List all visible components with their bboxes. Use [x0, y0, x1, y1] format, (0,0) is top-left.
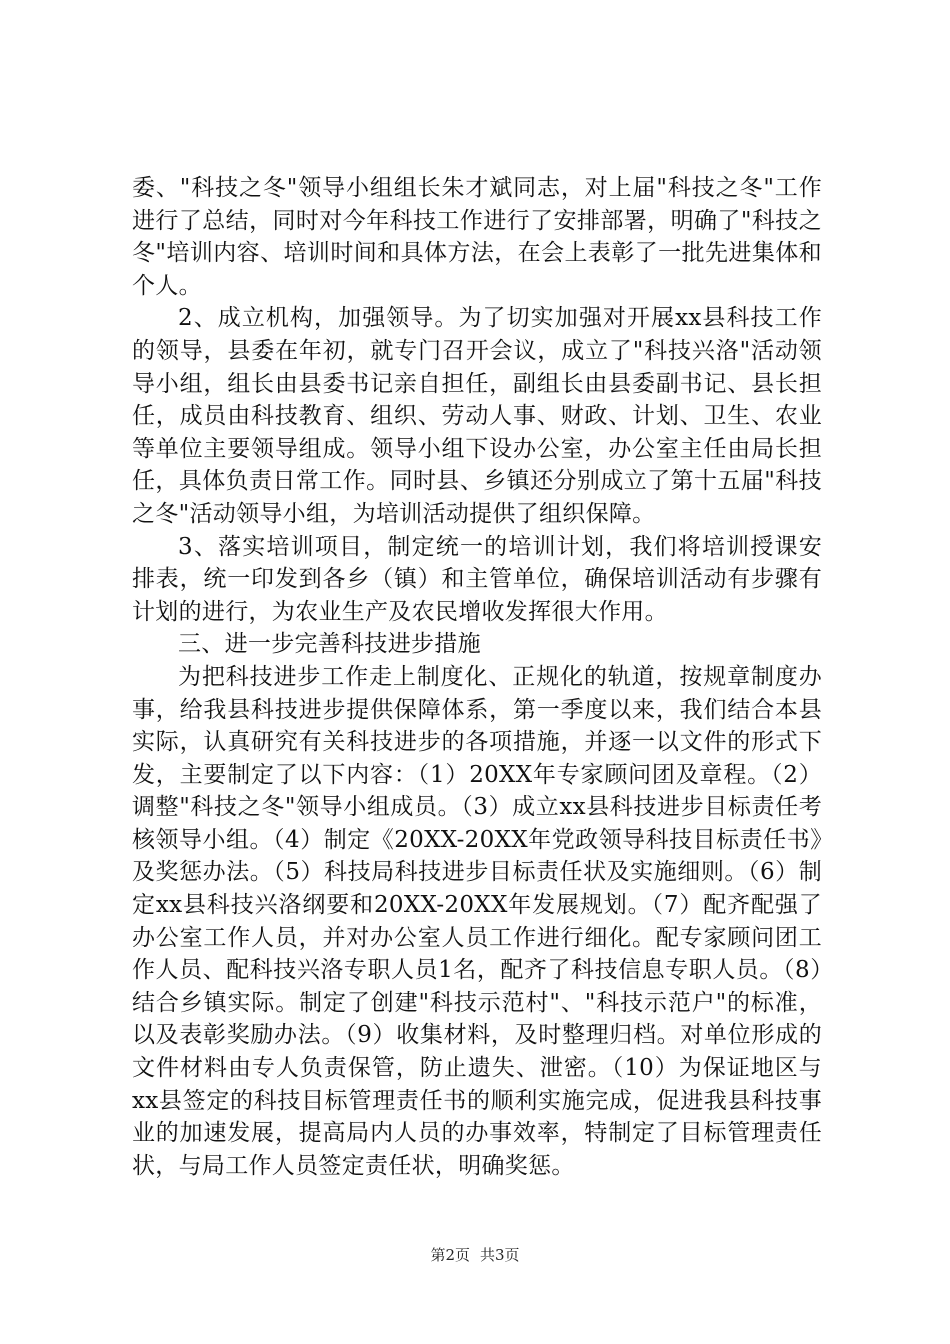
document-body: [132, 172, 822, 1182]
section-heading: 三、进一步完善科技进步措施: [178, 631, 481, 658]
paragraph-continuation: 委、"科技之冬"领导小组组长朱才斌同志，对上届"科技之冬"工作进行了总结，同时对今年科技工作进行了安排部署，明确了"科技之冬"培训内容、培训时间和具体方法，在会上表彰了一批先进集体和个人。: [132, 175, 822, 299]
page-number: 第2页: [430, 1246, 470, 1264]
paragraph-measures: 为把科技进步工作走上制度化、正规化的轨道，按规章制度办事，给我县科技进步提供保障体系，第一季度以来，我们结合本县实际，认真研究有关科技进步的各项措施，并逐一以文件的形式下发，主要制定了以下内容：（1）20XX年专家顾问团及章程。（2）调整"科技之冬"领导小组成员。（3）成立xx县科技进步目标责任考核领导小组。（4）制定《20XX-20XX年党政领导科技目标责任书》及奖惩办法。（5）科技局科技进步目标责任状及实施细则。（6）制定xx县科技兴洛纲要和20XX-20XX年发展规划。（7）配齐配强了办公室工作人员，并对办公室人员工作进行细化。配专家顾问团工作人员、配科技兴洛专职人员1名，配齐了科技信息专职人员。（8）结合乡镇实际。制定了创建"科技示范村"、"科技示范户"的标准，以及表彰奖励办法。（9）收集材料，及时整理归档。对单位形成的文件材料由专人负责保管，防止遗失、泄密。（10）为保证地区与xx县签定的科技目标管理责任书的顺利实施完成，促进我县科技事业的加速发展，提高局内人员的办事效率，特制定了目标管理责任状，与局工作人员签定责任状，明确奖惩。: [132, 663, 822, 1179]
page-footer: [0, 1244, 950, 1265]
paragraph-item-3: 3、落实培训项目，制定统一的培训计划，我们将培训授课安排表，统一印发到各乡（镇）和主管单位，确保培训活动有步骤有计划的进行，为农业生产及农民增收发挥很大作用。: [132, 533, 822, 625]
paragraph-item-2: 2、成立机构，加强领导。为了切实加强对开展xx县科技工作的领导，县委在年初，就专门召开会议，成立了"科技兴洛"活动领导小组，组长由县委书记亲自担任，副组长由县委副书记、县长担任，成员由科技教育、组织、劳动人事、财政、计划、卫生、农业等单位主要领导组成。领导小组下设办公室，办公室主任由局长担任，具体负责日常工作。同时县、乡镇还分别成立了第十五届"科技之冬"活动领导小组，为培训活动提供了组织保障。: [132, 305, 822, 527]
page-total: 共3页: [480, 1246, 520, 1264]
